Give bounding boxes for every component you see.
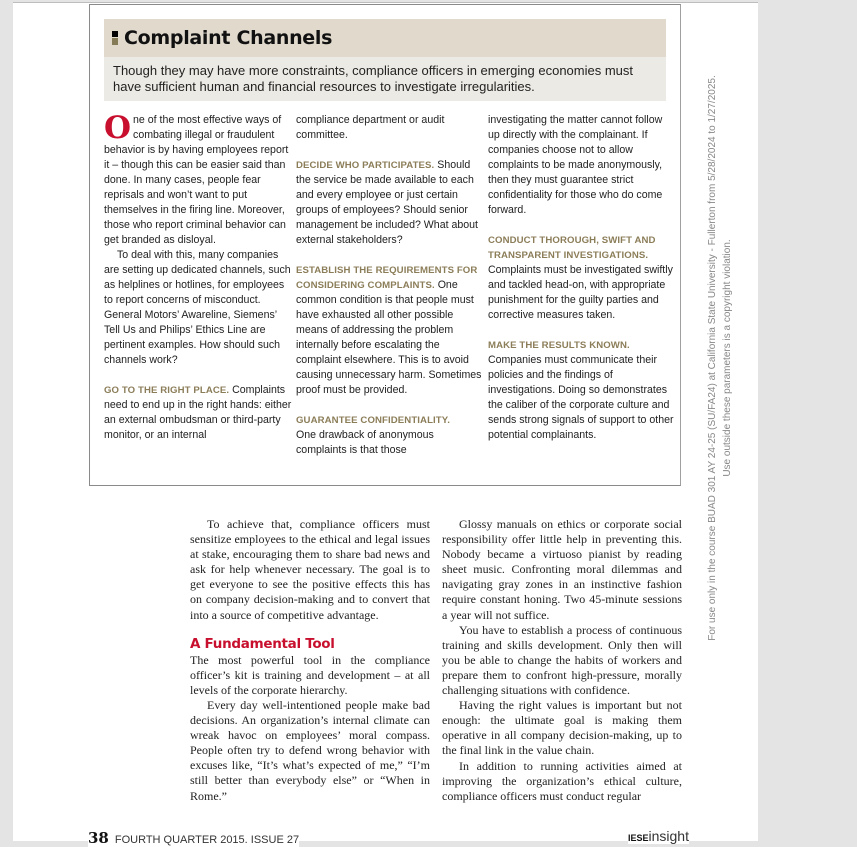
section-guarantee-confidentiality: GUARANTEE CONFIDENTIALITY. One drawback of anonymous complaints is that those: [296, 415, 450, 456]
title-marker-icon: [112, 31, 118, 45]
section-heading: ESTABLISH THE REQUIREMENTS FOR CONSIDERING COMPLAINTS.: [296, 265, 478, 291]
sidebar-subtitle: Though they may have more constraints, compliance officers in emerging economies must have sufficient human and financial resources to investigate irregularities.: [113, 63, 634, 94]
article-column-2: [442, 517, 682, 804]
intro-paragraph-2: To deal with this, many companies are setting up dedicated channels, such as helplines or hotlines, for employees to report concerns of misconduct. General Motors’ Awareline, Siemens’ Tell Us and Philips’ Ethics Line are pertinent examples. How should such channels work?: [104, 249, 291, 366]
article-paragraph: Glossy manuals on ethics or corporate social responsibility offer little help in preventing this. Nobody became a virtuoso pianist by reading sheet music. Confronting moral dilemmas and navigating gray zones in an instinctive fashion require constant honing. Two 45-minute sessions a year will not suffice.: [442, 517, 682, 622]
section-go-to-right-place: GO TO THE RIGHT PLACE. Complaints need to end up in the right hands: either an external ombudsman or third-party monitor, or an internal: [104, 384, 292, 441]
issue-label: FOURTH QUARTER 2015. ISSUE 27: [114, 834, 300, 846]
sidebar-title-band: [104, 19, 666, 57]
section-continuation: investigating the matter cannot follow up directly with the complainant. If companies choose not to allow complaints to be made anonymously, then they must guarantee strict confidentiality for those who do come forward.: [488, 114, 663, 216]
section-decide-who-participates: DECIDE WHO PARTICIPATES. Should the service be made available to each and every employee or just certain groups of employees? Should senior management be included? What about external stakeholders?: [296, 159, 478, 246]
article-column-1: [190, 517, 430, 804]
page-footer: [88, 829, 299, 847]
article-paragraph: In addition to running activities aimed at improving the organization’s ethical culture, compliance officers must conduct regular: [442, 758, 682, 803]
section-conduct-investigations: CONDUCT THOROUGH, SWIFT AND TRANSPARENT INVESTIGATIONS. Complaints must be investigated swiftly and tackled head-on, with appropriate punishment for the guilty parties and corrective measures taken.: [488, 235, 673, 321]
section-heading: GUARANTEE CONFIDENTIALITY.: [296, 415, 450, 426]
copyright-watermark: For use only in the course BUAD 301 AY 24-25 (SU/FA24) at California State University - Fullerton from 5/28/2024 to 1/27/2025. Use outside these parameters is a copyright violation.: [707, 75, 733, 641]
section-make-results-known: MAKE THE RESULTS KNOWN. Companies must communicate their policies and the findings of investigations. Doing so demonstrates the caliber of the corporate culture and sends strong signals of support to other potential complainants.: [488, 340, 674, 441]
article-paragraph: To achieve that, compliance officers must sensitize employees to the ethical and legal issues at stake, encouraging them to share bad news and ask for help whenever necessary. The goal is to get everyone to see the positive effects this has on company decision-making and to convert that into a source of competitive advantage.: [190, 517, 430, 622]
sidebar-column-3: [488, 113, 676, 443]
section-heading: A Fundamental Tool: [190, 635, 335, 652]
publication-logo: IESEinsight: [628, 828, 689, 844]
section-heading: CONDUCT THOROUGH, SWIFT AND TRANSPARENT INVESTIGATIONS.: [488, 235, 656, 261]
article-paragraph: Having the right values is important but not enough: the ultimate goal is making them operative in all company decision-making, up to the final link in the value chain.: [442, 698, 682, 758]
article-paragraph: The most powerful tool in the compliance officer’s kit is training and development – at all levels of the corporate hierarchy.: [190, 652, 430, 697]
article-paragraph: You have to establish a process of continuous training and skills development. Only then will you be able to change the habits of workers and prepare them to confront high-pressure, morally challenging situations with confidence.: [442, 622, 682, 698]
page-number: 38: [88, 829, 109, 847]
section-heading: DECIDE WHO PARTICIPATES.: [296, 160, 435, 171]
sidebar-column-1: [104, 110, 292, 443]
sidebar-title: Complaint Channels: [124, 27, 333, 49]
intro-paragraph: ne of the most effective ways of combating illegal or fraudulent behavior is by having employees report it – though this can be easier said than done. In many cases, people fear reprisals and won’t want to put themselves in the firing line. Moreover, those who report criminal behavior can get branded as disloyal.: [104, 114, 289, 246]
drop-cap: O: [104, 110, 132, 146]
section-continuation: compliance department or audit committee.: [296, 114, 445, 141]
article-paragraph: Every day well-intentioned people make bad decisions. An organization’s internal climate can wreak havoc on employees’ moral compass. People often try to defend wrong behavior with excuses like, “It’s what’s expected of me,” “I’m still better than everybody else” or “When in Rome.”: [190, 697, 430, 803]
section-heading: GO TO THE RIGHT PLACE.: [104, 385, 230, 396]
section-heading: MAKE THE RESULTS KNOWN.: [488, 340, 630, 351]
sidebar-subtitle-band: [104, 57, 666, 101]
section-establish-requirements: ESTABLISH THE REQUIREMENTS FOR CONSIDERING COMPLAINTS. One common condition is that people must have exhausted all other possible means of addressing the problem internally before escalating the complaint elsewhere. This is to avoid causing unnecessary harm. Sometimes proof must be provided.: [296, 265, 482, 396]
sidebar-column-2: [296, 113, 484, 458]
